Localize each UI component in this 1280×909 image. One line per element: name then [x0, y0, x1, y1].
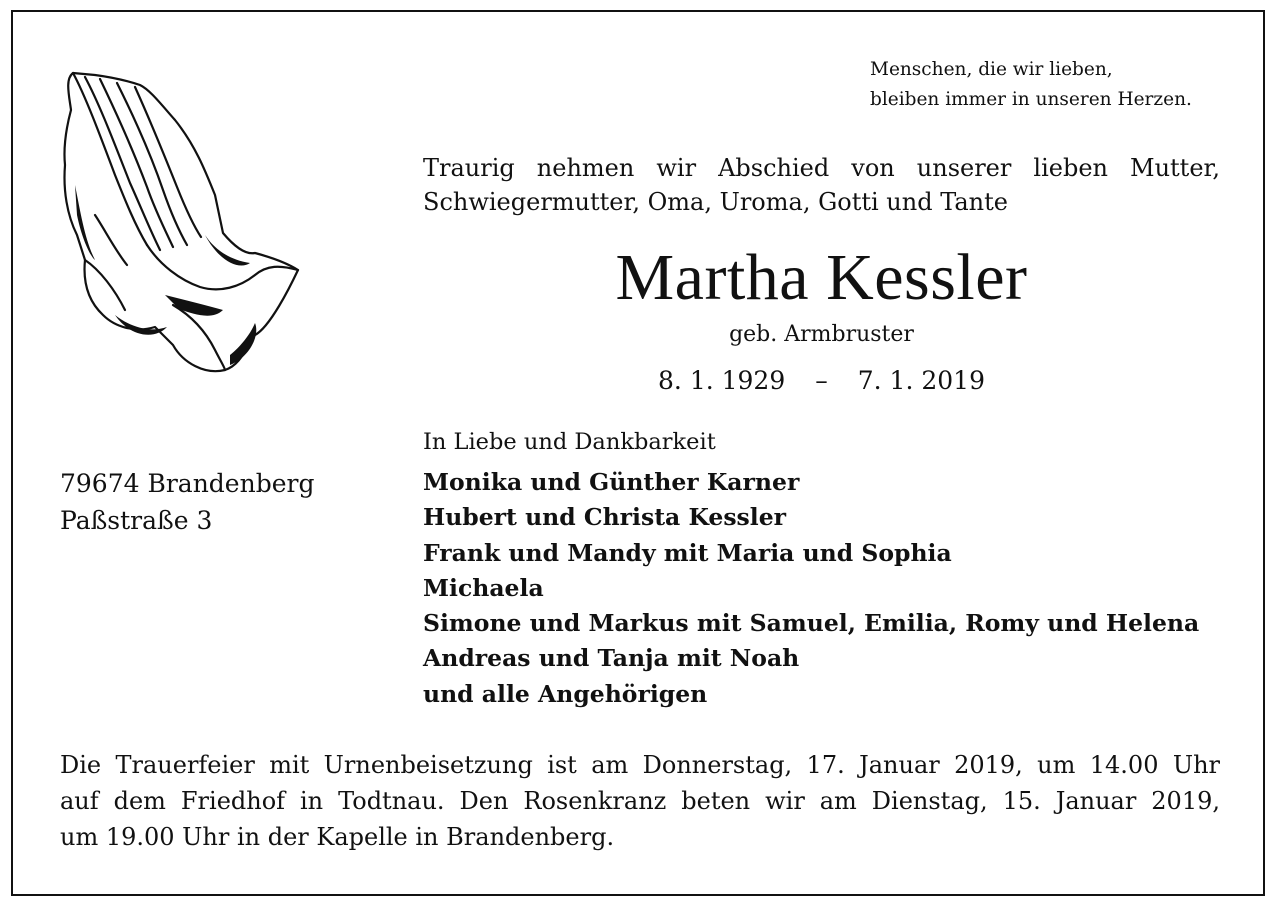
- intro-line: Traurig nehmen wir Abschied von unserer lieben Mutter,: [423, 154, 1220, 182]
- address-city: 79674 Brandenberg: [60, 469, 315, 498]
- maiden-name: geb. Armbruster: [729, 322, 914, 347]
- mourner-line: Simone und Markus mit Samuel, Emilia, Romy und Helena: [423, 609, 1200, 638]
- mourner-line: Hubert und Christa Kessler: [423, 503, 787, 532]
- mourner-line: und alle Angehörigen: [423, 679, 708, 708]
- motto-line: Menschen, die wir lieben,: [870, 59, 1113, 80]
- motto-line: bleiben immer in unseren Herzen.: [870, 89, 1192, 110]
- death-date: 7. 1. 2019: [857, 366, 985, 395]
- mourner-line: Andreas und Tanja mit Noah: [423, 644, 800, 673]
- mourner-line: Frank und Mandy mit Maria und Sophia: [423, 538, 952, 567]
- mourner-line: Michaela: [423, 573, 544, 602]
- ceremony-line: auf dem Friedhof in Todtnau. Den Rosenkranz beten wir am Dienstag, 15. Januar 2019,: [60, 787, 1220, 815]
- address-street: Paßstraße 3: [60, 506, 213, 535]
- mourner-line: Monika und Günther Karner: [423, 468, 800, 496]
- ceremony-info: [60, 747, 1220, 855]
- intro-line: Schwiegermutter, Oma, Uroma, Gotti und Tante: [423, 188, 1008, 216]
- deceased-name: Martha Kessler: [615, 241, 1028, 314]
- mourners-heading: In Liebe und Dankbarkeit: [423, 429, 716, 455]
- mourners-list: [423, 465, 1243, 712]
- address: [60, 465, 400, 539]
- ceremony-line: um 19.00 Uhr in der Kapelle in Brandenberg.: [60, 823, 615, 851]
- life-dates: [423, 363, 1220, 399]
- birth-date: 8. 1. 1929: [658, 366, 786, 395]
- ceremony-line: Die Trauerfeier mit Urnenbeisetzung ist am Donnerstag, 17. Januar 2019, um 14.00 Uhr: [60, 751, 1220, 779]
- praying-hands-icon: [55, 65, 305, 380]
- intro-text: [423, 151, 1220, 219]
- motto: [870, 55, 1230, 115]
- date-dash: –: [815, 366, 828, 395]
